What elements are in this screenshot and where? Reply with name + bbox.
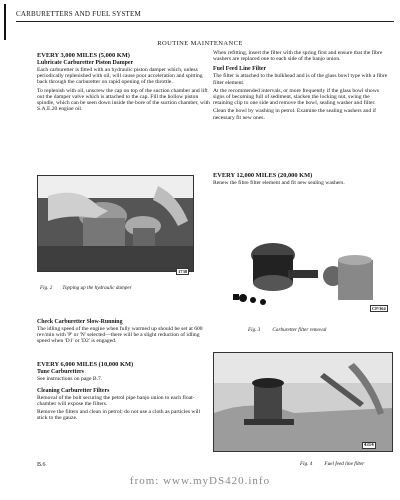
tune-heading: Tune Carburetters	[37, 368, 84, 375]
binding-mark	[4, 4, 6, 40]
header-title: CARBURETTERS AND FUEL SYSTEM	[16, 10, 141, 18]
fuel-line-filter-photo	[214, 353, 392, 451]
interval-3000-heading: EVERY 3,000 MILES (5,000 KM)	[37, 52, 130, 59]
renew-paragraph: Renew the fibre filter element and fit new sealing washers.	[213, 180, 345, 186]
fuel-filter-paragraph-3: Clean the bowl by washing in petrol. Examine the sealing washers and if necessary fit new ones.	[213, 108, 376, 121]
fuel-filter-heading: Fuel Feed Line Filter	[213, 66, 267, 73]
carburetter-filter-diagram	[213, 220, 391, 315]
figure-4-caption: Fuel feed line filter	[324, 461, 365, 467]
watermark-text: from: www.myDS420.info	[129, 475, 271, 487]
fuel-filter-paragraph-1: The filter is attached to the bulkhead and is of the glass bowl type with a fibre filter element.	[213, 73, 388, 86]
figure-3-label: Fig. 3	[248, 327, 261, 333]
figure-2-photo	[37, 175, 194, 272]
figure-3-caption: Carburetter filter removal	[272, 327, 327, 333]
interval-12000-heading: EVERY 12,000 MILES (20,000 KM)	[213, 172, 313, 179]
fuel-filter-paragraph-2: At the recommended intervals, or more frequently if the glass bowl shows signs of becoming full of sediment, slacken the locking nut, swing the retaining clip to one side and remove the bowl, sealing washer and filter.	[213, 87, 379, 107]
lubricate-heading: Lubricate Carburetter Piston Damper	[37, 60, 134, 66]
replenish-paragraph: To replenish with oil, unscrew the cap on top of the suction chamber and lift out the damper valve which is attached to the cap. Fill the hollow piston spindle, which can be seen down inside the bore of the suction chamber, with S.A.E.20 engine oil.	[37, 87, 210, 113]
figure-2-label: Fig. 2	[40, 285, 53, 291]
left-column-lower	[37, 318, 210, 424]
figure-3-illustration	[213, 220, 391, 315]
right-column-middle	[213, 170, 391, 188]
slow-running-heading: Check Carburetter Slow-Running	[37, 319, 123, 325]
figure-2-caption: Topping up the hydraulic damper	[62, 285, 132, 291]
figure-4-label: Fig. 4	[300, 461, 313, 467]
cleaning-paragraph-1: Removal of the bolt securing the petrol pipe banjo union to each float-chamber will expose the filters.	[37, 394, 195, 408]
engine-bay-illustration	[38, 176, 193, 271]
page-header	[16, 10, 394, 22]
page-number: B.6	[37, 462, 46, 468]
figure-4-caption-row	[300, 452, 395, 470]
figure-4-photo	[213, 352, 393, 452]
right-column-top	[213, 50, 391, 123]
lubricate-paragraph: Each carburetter is fitted with an hydraulic piston damper which, unless periodically replenished with oil, will cause poor acceleration and spitting back through the carburetter on rapid opening of the throttle.	[37, 67, 203, 86]
section-title: ROUTINE MAINTENANCE	[157, 40, 243, 47]
figure-3-code: CP/364	[372, 306, 386, 311]
refit-paragraph: When refitting, insert the filter with the spring first and ensure that the fibre washers are replaced one to each side of the banjo union.	[213, 50, 383, 63]
interval-6000-heading: EVERY 6,000 MILES (10,000 KM)	[37, 360, 134, 368]
cleaning-paragraph-2: Remove the filters and clean in petrol; do not use a cloth as particles will stick to the gauze.	[37, 409, 201, 422]
slow-running-paragraph: The idling speed of the engine when fully warmed up should be set at 600 rev/min with 'P' or 'N' selected—there will be a slight reduction of idling speed when 'D1' or 'D2' is engaged.	[37, 326, 203, 345]
cleaning-heading: Cleaning Carburetter Filters	[37, 387, 110, 394]
figure-4-code: 4314	[364, 443, 374, 448]
tune-paragraph: See instructions on page B.7.	[37, 375, 103, 382]
figure-2-code: 1738	[178, 269, 188, 274]
left-column	[37, 50, 210, 114]
figure-3-caption-row	[248, 318, 388, 336]
figure-2-caption-row	[40, 276, 190, 294]
